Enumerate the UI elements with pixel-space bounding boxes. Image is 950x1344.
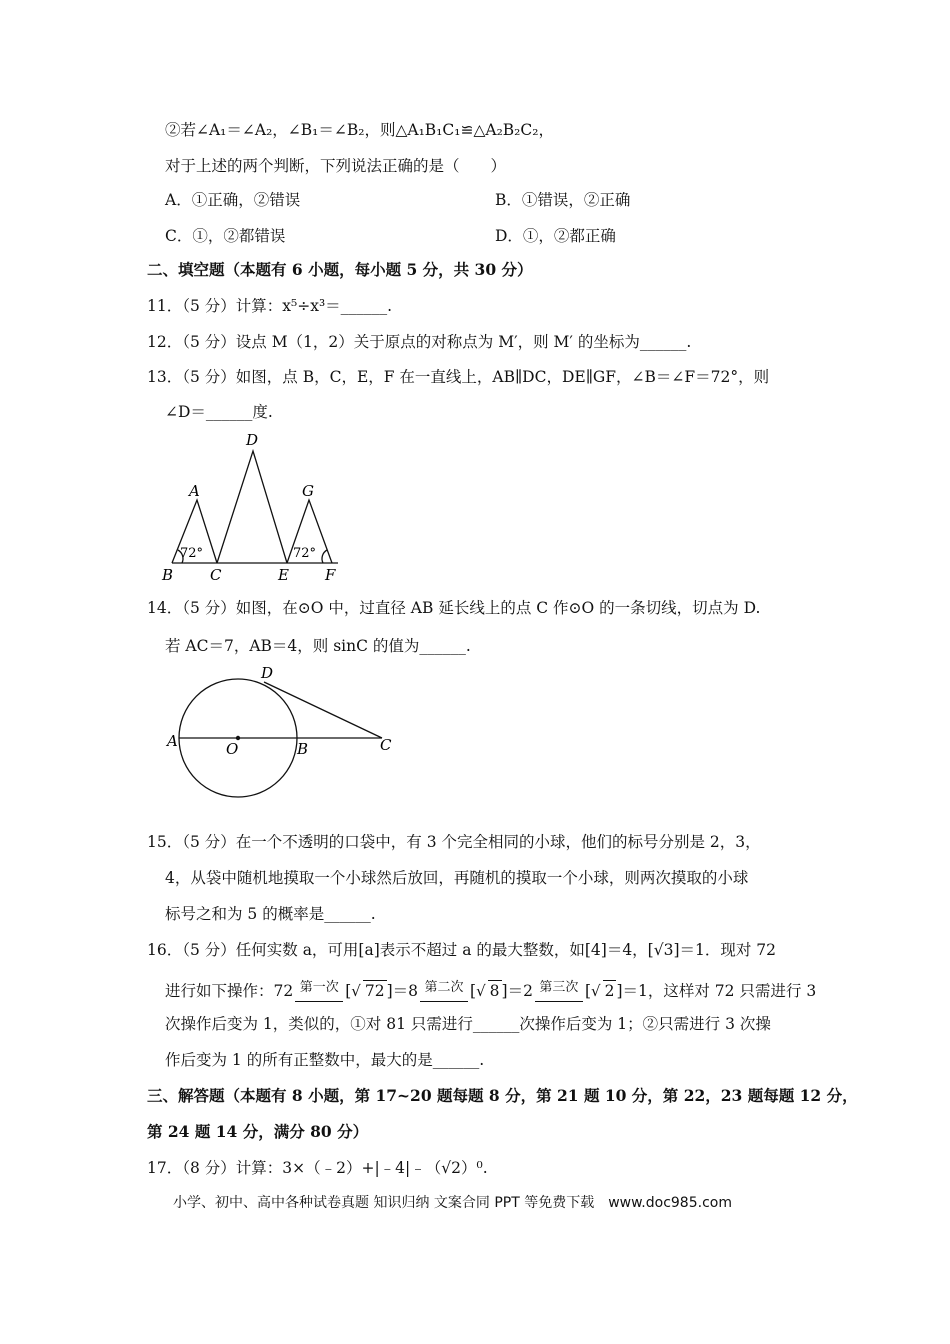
q10-option-b: B．①错误，②正确 xyxy=(495,191,631,209)
q14-label-b: B xyxy=(297,740,309,758)
q15-line-2: 4，从袋中随机地摸取一个小球然后放回，再随机的摸取一个小球，则两次摸取的小球 xyxy=(165,869,749,887)
page-footer: 小学、初中、高中各种试卷真题 知识归纳 文案合同 PPT 等免费下载 www.doc985.com xyxy=(173,1195,732,1211)
q13-line-1: 13．（5 分）如图，点 B，C，E，F 在一直线上，AB∥DC，DE∥GF，∠B＝∠F＝72°，则 xyxy=(147,368,770,386)
q15-line-3: 标号之和为 5 的概率是______. xyxy=(165,905,376,923)
q14-label-o: O xyxy=(226,740,239,758)
q13-label-d: D xyxy=(246,431,259,449)
q16-step-3-arrow: 第三次 xyxy=(533,978,585,998)
q17-text: 17．（8 分）计算：3×（﹣2）+|﹣4|﹣（√2）⁰. xyxy=(147,1159,488,1177)
q10-question: 对于上述的两个判断，下列说法正确的是（ ） xyxy=(165,157,507,175)
q12-text: 12．（5 分）设点 M（1，2）关于原点的对称点为 M′，则 M′ 的坐标为______. xyxy=(147,333,692,351)
q13-label-g: G xyxy=(302,482,314,500)
q14-figure xyxy=(160,662,405,802)
q16-line-2-prefix: 进行如下操作：72 xyxy=(165,982,294,1000)
q16-line-2-suffix: ＝1，这样对 72 只需进行 3 xyxy=(622,982,817,1000)
q16-line-3: 次操作后变为 1，类似的，①对 81 只需进行______次操作后变为 1；②只需进行 3 次操 xyxy=(165,1015,771,1033)
q13-label-e: E xyxy=(278,566,289,584)
q14-label-a: A xyxy=(167,732,178,750)
q16-line-4: 作后变为 1 的所有正整数中，最大的是______. xyxy=(165,1051,485,1069)
q13-label-c: C xyxy=(210,566,222,584)
section-3-heading-line-2: 第 24 题 14 分，满分 80 分） xyxy=(147,1122,369,1141)
q13-angle-f: 72° xyxy=(293,546,317,561)
q10-statement-2: ②若∠A₁＝∠A₂，∠B₁＝∠B₂，则△A₁B₁C₁≌△A₂B₂C₂， xyxy=(165,121,554,139)
q13-line-2: ∠D＝______度. xyxy=(165,403,273,421)
q16-line-2: 进行如下操作：72 第一次 [√ 72 ]＝8 第二次 [√ 8 ]＝2 第三次 [√ 2 ]＝1，这样对 72 只需进行 3 xyxy=(165,980,817,1000)
q14-line-2: 若 AC＝7，AB＝4，则 sinC 的值为______. xyxy=(165,637,471,655)
q13-label-f: F xyxy=(325,566,336,584)
q10-option-a: A．①正确，②错误 xyxy=(165,191,301,209)
q14-line-1: 14．（5 分）如图，在⊙O 中，过直径 AB 延长线上的点 C 作⊙O 的一条切线，切点为 D. xyxy=(147,599,761,617)
q10-option-d: D．①，②都正确 xyxy=(495,227,616,245)
q14-label-d: D xyxy=(261,664,274,682)
q14-label-c: C xyxy=(380,736,392,754)
q11-text: 11．（5 分）计算：x⁵÷x³＝______. xyxy=(147,297,393,315)
section-3-heading-line-1: 三、解答题（本题有 8 小题，第 17~20 题每题 8 分，第 21 题 10 分，第 22，23 题每题 12 分， xyxy=(147,1086,858,1105)
q16-step-1-arrow: 第一次 xyxy=(293,978,345,998)
q13-figure xyxy=(160,428,350,588)
section-2-heading: 二、填空题（本题有 6 小题，每小题 5 分，共 30 分） xyxy=(147,260,533,279)
q15-line-1: 15．（5 分）在一个不透明的口袋中，有 3 个完全相同的小球，他们的标号分别是 2，3， xyxy=(147,833,761,851)
q10-option-c: C．①，②都错误 xyxy=(165,227,286,245)
q13-label-a: A xyxy=(189,482,200,500)
q13-label-b: B xyxy=(162,566,174,584)
q16-line-1: 16．（5 分）任何实数 a，可用[a]表示不超过 a 的最大整数，如[4]＝4，[√3]＝1．现对 72 xyxy=(147,941,777,959)
q16-step-2-arrow: 第二次 xyxy=(418,978,470,998)
q13-angle-b: 72° xyxy=(180,546,204,561)
